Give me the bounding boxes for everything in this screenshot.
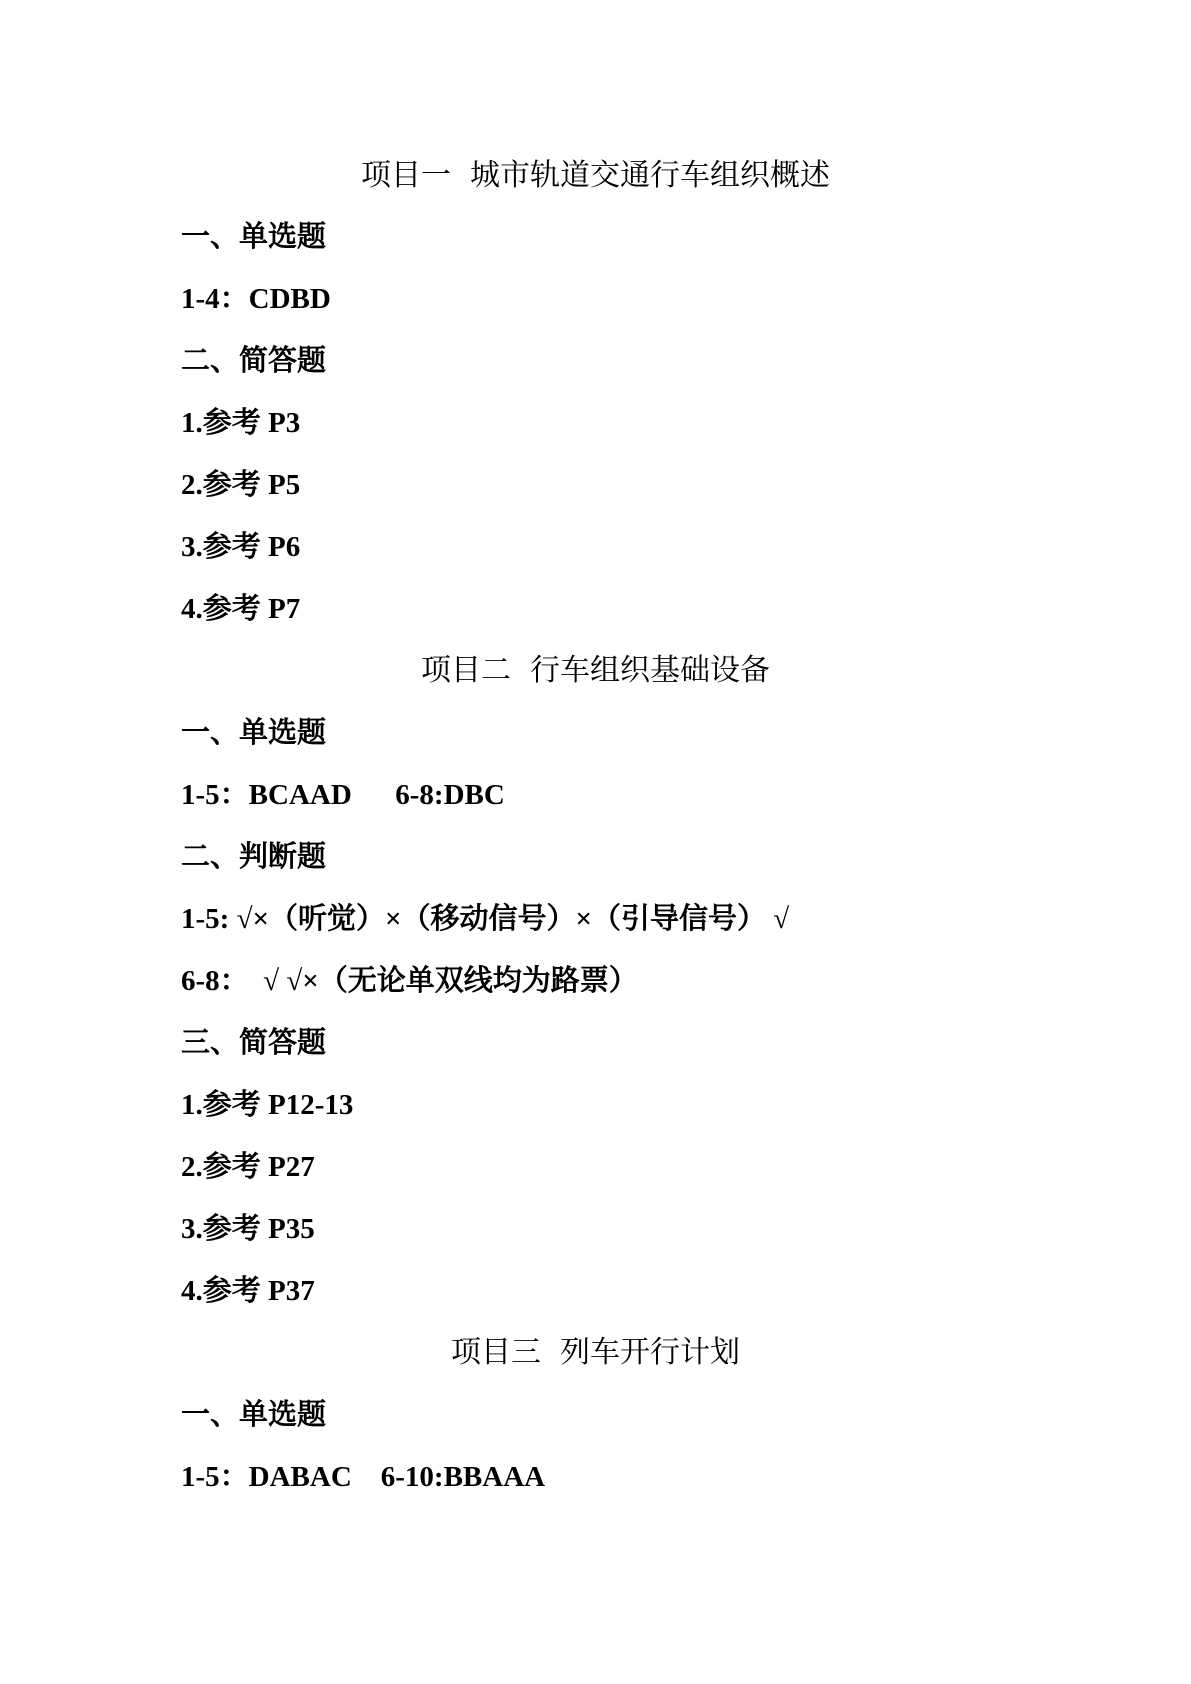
section-line: 1-4：CDBD (181, 283, 331, 315)
section-line: 2.参考 P27 (181, 1151, 315, 1183)
section-line: 4.参考 P7 (181, 593, 301, 625)
section-line: 二、判断题 (181, 841, 327, 873)
section-title: 项目三 列车开行计划 (450, 1335, 741, 1370)
section-line: 3.参考 P35 (181, 1213, 315, 1245)
section-line: 一、单选题 (181, 717, 327, 749)
section-title: 项目二 行车组织基础设备 (420, 653, 771, 688)
section-line: 1-5: √×（听觉）×（移动信号）×（引导信号） √ (181, 903, 790, 935)
section-line: 二、简答题 (181, 345, 327, 377)
section-line: 1.参考 P3 (181, 407, 301, 439)
section-line: 一、单选题 (181, 221, 327, 253)
section-line: 3.参考 P6 (181, 531, 301, 563)
section-line: 4.参考 P37 (181, 1275, 315, 1307)
section-line: 一、单选题 (181, 1399, 327, 1431)
section-line: 6-8： √ √×（无论单双线均为路票） (181, 965, 638, 997)
section-line: 三、简答题 (181, 1027, 327, 1059)
section-line: 1.参考 P12-13 (181, 1089, 354, 1121)
section-line: 2.参考 P5 (181, 469, 301, 501)
section-line: 1-5：BCAAD 6-8:DBC (181, 779, 505, 811)
section-title: 项目一 城市轨道交通行车组织概述 (360, 158, 831, 193)
section-line: 1-5：DABAC 6-10:BBAAA (181, 1461, 546, 1493)
